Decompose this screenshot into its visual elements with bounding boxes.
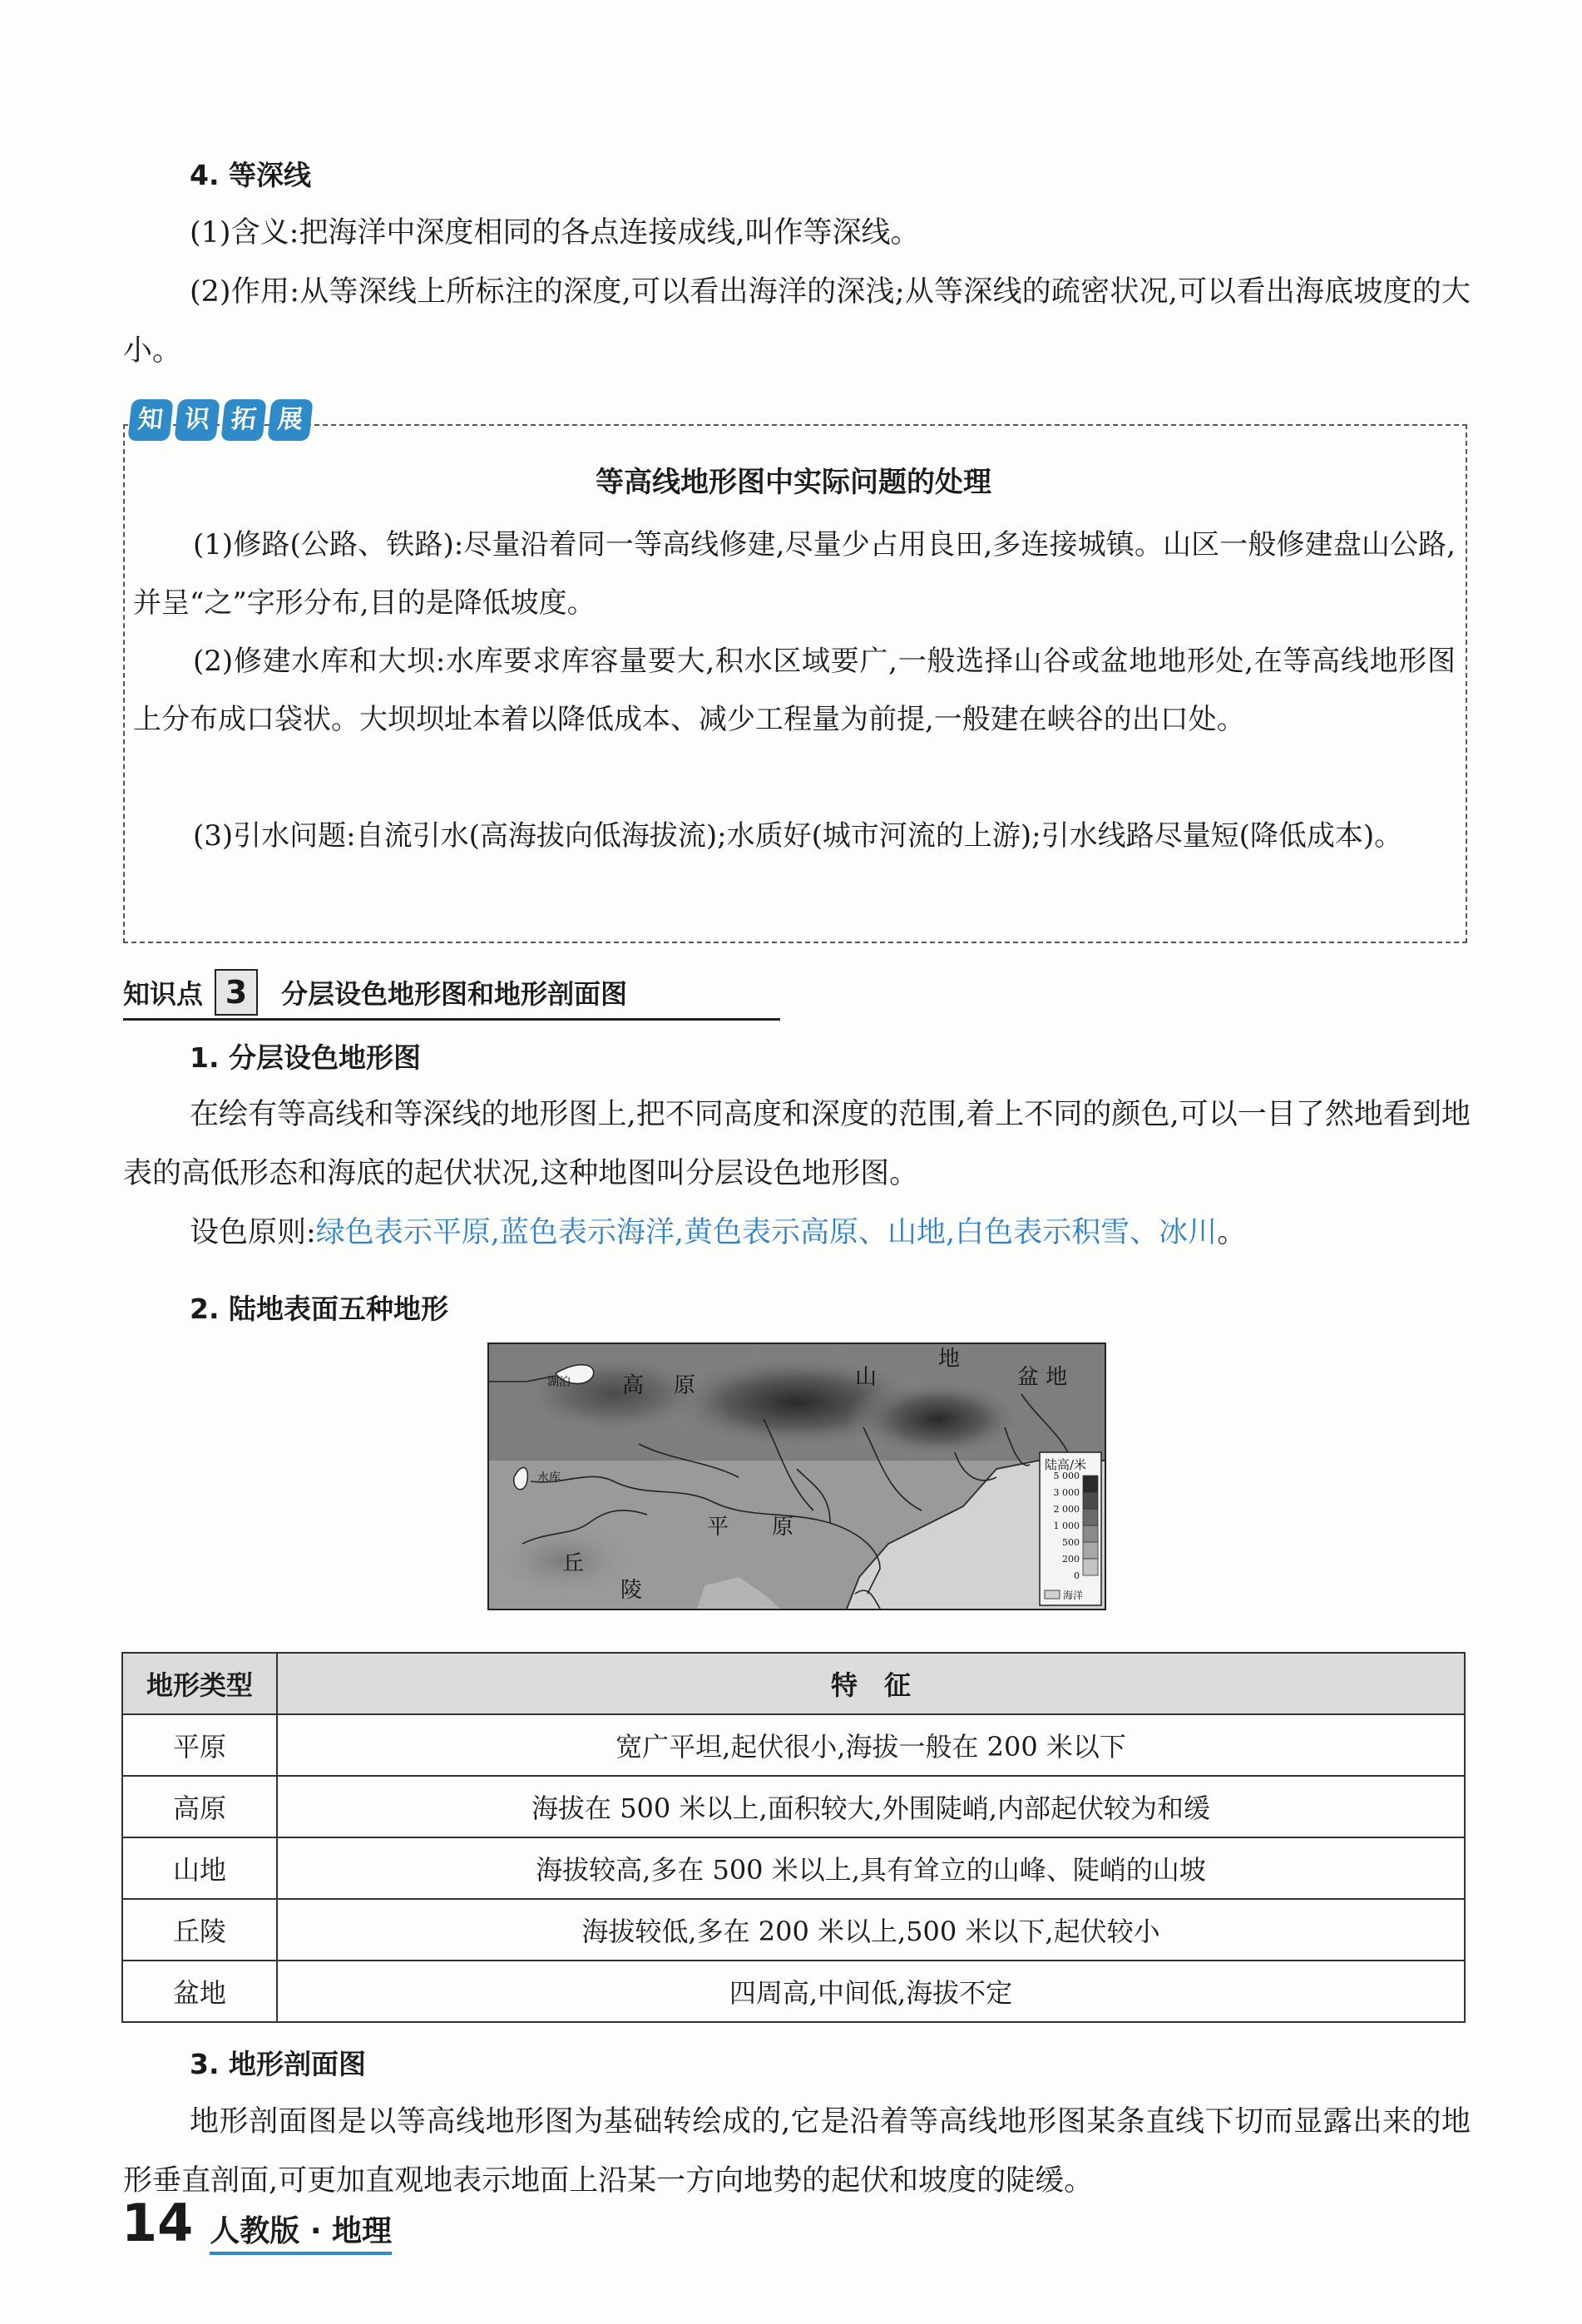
legend-value: 200: [1062, 1554, 1080, 1565]
terrain-type-cell: 高原: [122, 1776, 277, 1837]
map-label-mountain: 山: [855, 1365, 878, 1390]
map-label-plateau: 原: [674, 1373, 696, 1398]
table-row: [122, 1837, 1465, 1899]
map-label-basin: 盆 地: [1017, 1365, 1068, 1390]
terrain-feature-cell: 海拔较高,多在 500 米以上,具有耸立的山峰、陡峭的山坡: [277, 1837, 1465, 1899]
map-label-reservoir: 水库: [537, 1471, 561, 1485]
period: 。: [1217, 1216, 1247, 1249]
tag-char: 拓: [220, 399, 266, 441]
tag-char: 识: [174, 399, 220, 441]
legend-swatch: [1083, 1476, 1098, 1492]
subsection-3-heading: 3. 地形剖面图: [190, 2048, 366, 2080]
map-label-hill: 丘: [562, 1551, 585, 1576]
subsection-2-heading: 2. 陆地表面五种地形: [190, 1293, 448, 1325]
color-principle-label: 设色原则:: [190, 1216, 316, 1249]
terrain-types-table: [121, 1652, 1466, 2023]
terrain-feature-cell: 海拔在 500 米以上,面积较大,外围陡峭,内部起伏较为和缓: [277, 1776, 1465, 1837]
table-row: [122, 1776, 1465, 1837]
section-4-paragraph-2: (2)作用:从等深线上所标注的深度,可以看出海洋的深浅;从等深线的疏密状况,可以看出海底坡度的大小。: [123, 275, 1471, 368]
terrain-feature-cell: 宽广平坦,起伏很小,海拔一般在 200 米以下: [277, 1714, 1465, 1776]
legend-swatch: [1083, 1509, 1098, 1525]
terrain-feature-cell: 四周高,中间低,海拔不定: [277, 1961, 1465, 2022]
extension-title: 等高线地形图中实际问题的处理: [596, 466, 991, 499]
legend-value: 5 000: [1053, 1471, 1080, 1481]
legend-title: 陆高/米: [1045, 1457, 1087, 1472]
terrain-type-cell: 丘陵: [122, 1899, 277, 1961]
knowledge-point-title: 分层设色地形图和地形剖面图: [281, 978, 628, 1010]
legend-swatch: [1083, 1559, 1098, 1575]
map-legend: [1040, 1452, 1101, 1605]
knowledge-point-number: 3: [215, 969, 258, 1016]
legend-swatch: [1083, 1525, 1098, 1542]
legend-value: 0: [1074, 1570, 1080, 1581]
map-label-hill: 陵: [620, 1578, 643, 1603]
tag-char: 展: [267, 399, 313, 441]
section-4-paragraph-1: (1)含义:把海洋中深度相同的各点连接成线,叫作等深线。: [190, 216, 920, 250]
subsection-1-paragraph-2: [123, 1204, 1471, 1263]
color-principle-text: 绿色表示平原,蓝色表示海洋,黄色表示高原、山地,白色表示积雪、冰川: [315, 1216, 1218, 1249]
knowledge-extension-tag: [130, 399, 311, 441]
subsection-1-paragraph-1: 在绘有等高线和等深线的地形图上,把不同高度和深度的范围,着上不同的颜色,可以一目了然地看到地表的高低形态和海底的起伏状况,这种地图叫分层设色地形图。: [123, 1098, 1471, 1190]
terrain-type-cell: 盆地: [122, 1961, 277, 2022]
map-label-lake: 湖泊: [547, 1376, 571, 1389]
legend-value: 2 000: [1053, 1504, 1080, 1515]
knowledge-point-3-heading: [123, 967, 780, 1021]
terrain-type-cell: 平原: [122, 1714, 277, 1776]
table-row: [122, 1714, 1465, 1776]
legend-swatch: [1083, 1492, 1098, 1509]
legend-value: 3 000: [1053, 1487, 1080, 1498]
map-label-plain: 平: [707, 1515, 729, 1540]
legend-swatch: [1083, 1542, 1098, 1559]
map-mountain-range: [847, 1377, 1030, 1461]
table-header-row: [122, 1653, 1465, 1714]
legend-ocean-swatch: [1045, 1590, 1060, 1599]
table-row: [122, 1899, 1465, 1961]
legend-value: 500: [1062, 1537, 1080, 1548]
map-label-plateau: 高: [622, 1373, 645, 1398]
extension-paragraph-1: (1)修路(公路、铁路):尽量沿着同一等高线修建,尽量少占用良田,多连接城镇。山区一般修建盘山公路,并呈“之”字形分布,目的是降低坡度。: [133, 528, 1456, 620]
extension-paragraph-2: (2)修建水库和大坝:水库要求库容量要大,积水区域要广,一般选择山谷或盆地地形处,在等高线地形图上分布成口袋状。大坝坝址本着以降低成本、减少工程量为前提,一般建在峡谷的出口处。: [133, 645, 1456, 736]
layered-terrain-map: [487, 1342, 1106, 1610]
map-label-plain: 原: [772, 1515, 794, 1540]
subsection-1-heading: 1. 分层设色地形图: [190, 1041, 421, 1074]
edition-label: 人教版 · 地理: [210, 2208, 392, 2255]
subsection-3-paragraph-1: 地形剖面图是以等高线地形图为基础转绘成的,它是沿着等高线地形图某条直线下切而显露出来的地形垂直剖面,可更加直观地表示地面上沿某一方向地势的起伏和坡度的陡缓。: [123, 2105, 1471, 2198]
legend-ocean-label: 海洋: [1063, 1590, 1084, 1601]
terrain-type-cell: 山地: [122, 1837, 277, 1899]
table-row: [122, 1961, 1465, 2022]
section-4-heading: 4. 等深线: [190, 159, 311, 191]
header-terrain-type: 地形类型: [122, 1653, 277, 1714]
page-footer: [121, 2193, 392, 2255]
header-features: 特 征: [277, 1653, 1465, 1714]
page-number: 14: [121, 2193, 194, 2253]
legend-value: 1 000: [1053, 1520, 1080, 1531]
map-label-mountain: 地: [938, 1347, 961, 1372]
knowledge-point-label: 知识点: [123, 978, 204, 1010]
extension-paragraph-3: (3)引水问题:自流引水(高海拔向低海拔流);水质好(城市河流的上游);引水线路尽量短(降低成本)。: [193, 819, 1403, 853]
tag-char: 知: [127, 399, 173, 441]
terrain-feature-cell: 海拔较低,多在 200 米以上,500 米以下,起伏较小: [277, 1899, 1465, 1961]
